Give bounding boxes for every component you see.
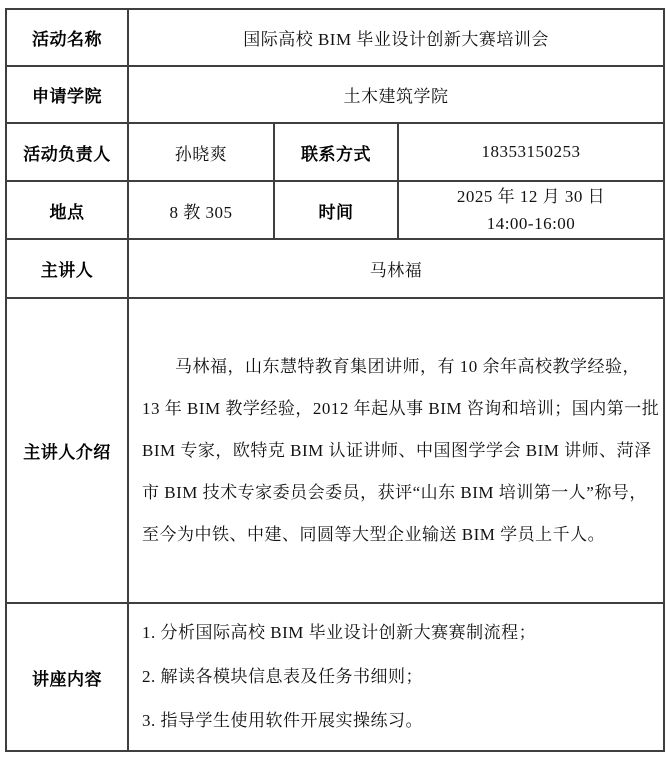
speaker-intro-line: 13 年 BIM 教学经验，2012 年起从事 BIM 咨询和培训；国内第一批 — [142, 398, 660, 418]
lecture-item: 1. 分析国际高校 BIM 毕业设计创新大赛赛制流程； — [142, 623, 537, 642]
row-college — [6, 66, 664, 123]
activity-name-label: 活动名称 — [6, 9, 128, 66]
row-leader-contact — [6, 123, 664, 181]
time-range: 14:00-16:00 — [486, 214, 576, 233]
leader-value: 孙晓爽 — [128, 123, 274, 181]
speaker-intro-line: 市 BIM 技术专家委员会委员，获评“山东 BIM 培训第一人”称号， — [142, 482, 647, 502]
speaker-intro-value — [128, 298, 664, 603]
location-label: 地点 — [6, 181, 128, 239]
college-value: 土木建筑学院 — [128, 66, 664, 123]
contact-value: 18353150253 — [398, 123, 664, 181]
lecture-content-label: 讲座内容 — [6, 603, 128, 751]
activity-name-value: 国际高校 BIM 毕业设计创新大赛培训会 — [128, 9, 664, 66]
time-date: 2025 年 12 月 30 日 — [456, 187, 606, 206]
leader-label: 活动负责人 — [6, 123, 128, 181]
lecture-item: 2. 解读各模块信息表及任务书细则； — [142, 667, 423, 686]
row-lecture-content — [6, 603, 664, 751]
location-value: 8 教 305 — [128, 181, 274, 239]
contact-label: 联系方式 — [274, 123, 398, 181]
speaker-intro-line: BIM 专家，欧特克 BIM 认证讲师、中国图学学会 BIM 讲师、菏泽 — [142, 440, 652, 460]
speaker-value: 马林福 — [128, 239, 664, 298]
row-speaker — [6, 239, 664, 298]
lecture-item: 3. 指导学生使用软件开展实操练习。 — [142, 711, 423, 730]
time-value — [398, 181, 664, 239]
speaker-intro-label: 主讲人介绍 — [6, 298, 128, 603]
speaker-label: 主讲人 — [6, 239, 128, 298]
speaker-intro-line: 至今为中铁、中建、同圆等大型企业输送 BIM 学员上千人。 — [142, 524, 606, 544]
row-activity-name — [6, 9, 664, 66]
row-speaker-intro — [6, 298, 664, 603]
lecture-content-value — [128, 603, 664, 751]
time-label: 时间 — [274, 181, 398, 239]
speaker-intro-line: 马林福，山东慧特教育集团讲师，有 10 余年高校教学经验， — [175, 356, 640, 376]
college-label: 申请学院 — [6, 66, 128, 123]
row-location-time — [6, 181, 664, 239]
activity-form-table — [5, 8, 665, 752]
